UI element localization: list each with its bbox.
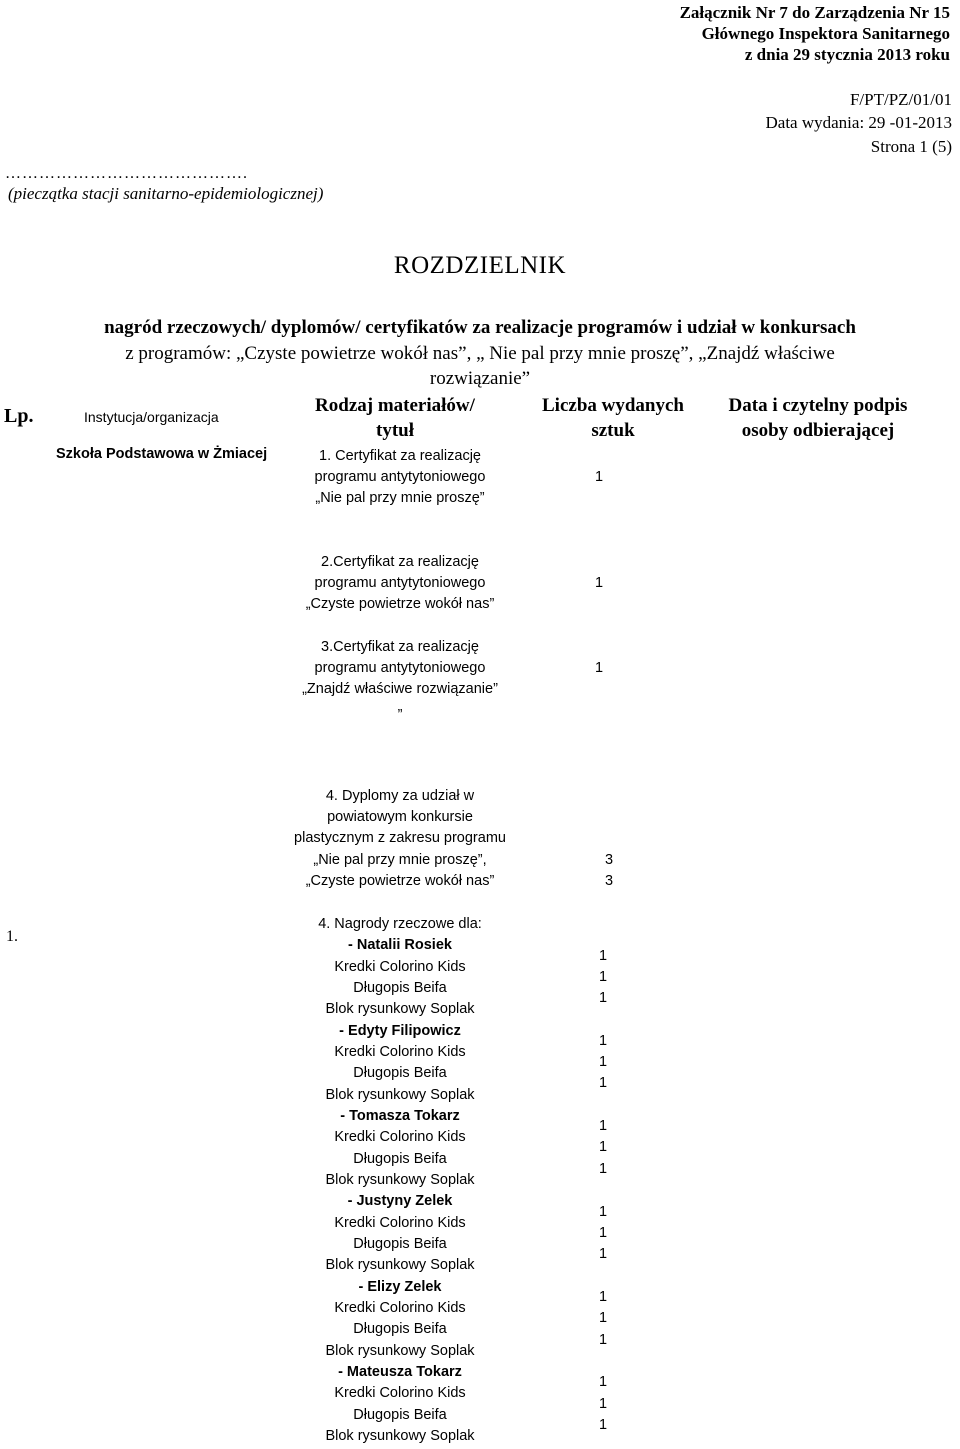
issue-date: Data wydania: 29 -01-2013 [765,113,952,132]
column-header-material-line-2: tytuł [376,420,414,441]
column-header-quantity-line-2: sztuk [591,420,635,441]
prize-recipient-4-name: - Justyny Zelek [347,1193,453,1209]
prizes-heading: 4. Nagrody rzeczowe dla: [318,916,482,932]
certificate-1-line-3: „Nie pal przy mnie proszę” [315,490,485,506]
certificate-1-line-2: programu antytytoniowego [314,469,486,485]
certificate-3-line-4: ” [397,707,403,723]
prize-recipient-2-qty-2: 1 [598,1054,608,1070]
page-number: Strona 1 (5) [870,137,952,156]
prize-recipient-5-item-2: Długopis Beifa [353,1321,447,1337]
prize-recipient-3-qty-3: 1 [598,1161,608,1177]
prize-recipient-4-item-1: Kredki Colorino Kids [334,1215,466,1231]
prize-recipient-2-item-2: Długopis Beifa [353,1065,447,1081]
column-header-quantity-line-1: Liczba wydanych [542,395,684,416]
certificate-2-line-3: „Czyste powietrze wokół nas” [305,596,495,612]
prize-recipient-1-item-1: Kredki Colorino Kids [334,959,466,975]
prize-recipient-3-qty-1: 1 [598,1118,608,1134]
certificate-1-line-1: 1. Certyfikat za realizację [319,448,481,464]
institution-name: Szkoła Podstawowa w Żmiacej [56,446,268,462]
document-title: ROZDZIELNIK [393,252,567,279]
certificate-2-line-2: programu antytytoniowego [314,575,486,591]
prize-recipient-3-qty-2: 1 [598,1139,608,1155]
prize-recipient-2-name: - Edyty Filipowicz [339,1023,461,1039]
certificate-3-quantity: 1 [594,660,604,676]
column-header-signature-line-1: Data i czytelny podpis [728,395,908,416]
prize-recipient-4-qty-2: 1 [598,1225,608,1241]
prize-recipient-5-qty-2: 1 [598,1310,608,1326]
prize-recipient-6-name: - Mateusza Tokarz [338,1364,462,1380]
prize-recipient-6-qty-1: 1 [598,1374,608,1390]
stamp-placeholder-dots: ……………………………………. [5,165,248,182]
prize-recipient-5-name: - Elizy Zelek [358,1279,442,1295]
prize-recipient-6-qty-3: 1 [598,1417,608,1433]
prize-recipient-4-item-2: Długopis Beifa [353,1236,447,1252]
prize-recipient-1-qty-2: 1 [598,969,608,985]
prize-recipient-3-item-2: Długopis Beifa [353,1151,447,1167]
certificate-3-line-3: „Znajdź właściwe rozwiązanie” [302,681,498,697]
prize-recipient-6-item-3: Blok rysunkowy Soplak [325,1428,475,1444]
prize-recipient-1-qty-3: 1 [598,990,608,1006]
certificate-3-line-2: programu antytytoniowego [314,660,486,676]
prize-recipient-1-qty-1: 1 [598,948,608,964]
prize-recipient-1-item-2: Długopis Beifa [353,980,447,996]
certificate-2-line-1: 2.Certyfikat za realizację [321,554,479,570]
prize-recipient-5-qty-3: 1 [598,1332,608,1348]
diplomas-line-4: „Nie pal przy mnie proszę”, [313,852,487,868]
prize-recipient-2-item-3: Blok rysunkowy Soplak [325,1087,475,1103]
prize-recipient-6-item-2: Długopis Beifa [353,1407,447,1423]
prize-recipient-3-item-3: Blok rysunkowy Soplak [325,1172,475,1188]
column-header-lp: Lp. [4,405,34,427]
form-code: F/PT/PZ/01/01 [849,90,952,109]
stamp-label: (pieczątka stacji sanitarno-epidemiologicznej) [8,184,324,203]
column-header-institution: Instytucja/organizacja [84,409,219,425]
diplomas-line-2: powiatowym konkursie [327,809,473,825]
prize-recipient-3-item-1: Kredki Colorino Kids [334,1129,466,1145]
diplomas-line-3: plastycznym z zakresu programu [294,830,506,846]
prize-recipient-5-qty-1: 1 [598,1289,608,1305]
diplomas-quantity-1: 3 [604,852,614,868]
prize-recipient-1-name: - Natalii Rosiek [348,937,452,953]
diplomas-line-5: „Czyste powietrze wokół nas” [305,873,495,889]
prize-recipient-3-name: - Tomasza Tokarz [340,1108,460,1124]
certificate-1-quantity: 1 [594,469,604,485]
prize-recipient-4-item-3: Blok rysunkowy Soplak [325,1257,475,1273]
row-number: 1. [6,928,18,945]
attachment-line-2: Głównego Inspektora Sanitarnego [701,24,950,43]
prize-recipient-2-item-1: Kredki Colorino Kids [334,1044,466,1060]
diplomas-quantity-2: 3 [604,873,614,889]
prize-recipient-4-qty-3: 1 [598,1246,608,1262]
prize-recipient-2-qty-3: 1 [598,1075,608,1091]
document-subtitle-line-2: z programów: „Czyste powietrze wokół nas”, „ Nie pal przy mnie proszę”, „Znajdź właściwe [125,343,835,364]
diplomas-line-1: 4. Dyplomy za udział w [325,788,475,804]
document-subtitle-line-1: nagród rzeczowych/ dyplomów/ certyfikatów za realizacje programów i udział w konkursach [104,317,856,338]
attachment-line-1: Załącznik Nr 7 do Zarządzenia Nr 15 [679,3,950,22]
prize-recipient-4-qty-1: 1 [598,1204,608,1220]
prize-recipient-5-item-3: Blok rysunkowy Soplak [325,1343,475,1359]
prize-recipient-2-qty-1: 1 [598,1033,608,1049]
prize-recipient-5-item-1: Kredki Colorino Kids [334,1300,466,1316]
column-header-signature-line-2: osoby odbierającej [741,420,895,441]
certificate-2-quantity: 1 [594,575,604,591]
prize-recipient-1-item-3: Blok rysunkowy Soplak [325,1001,475,1017]
attachment-line-3: z dnia 29 stycznia 2013 roku [744,45,950,64]
prize-recipient-6-item-1: Kredki Colorino Kids [334,1385,466,1401]
prize-recipient-6-qty-2: 1 [598,1396,608,1412]
certificate-3-line-1: 3.Certyfikat za realizację [321,639,479,655]
column-header-material-line-1: Rodzaj materiałów/ [315,395,475,416]
document-subtitle-line-3: rozwiązanie” [429,368,531,389]
